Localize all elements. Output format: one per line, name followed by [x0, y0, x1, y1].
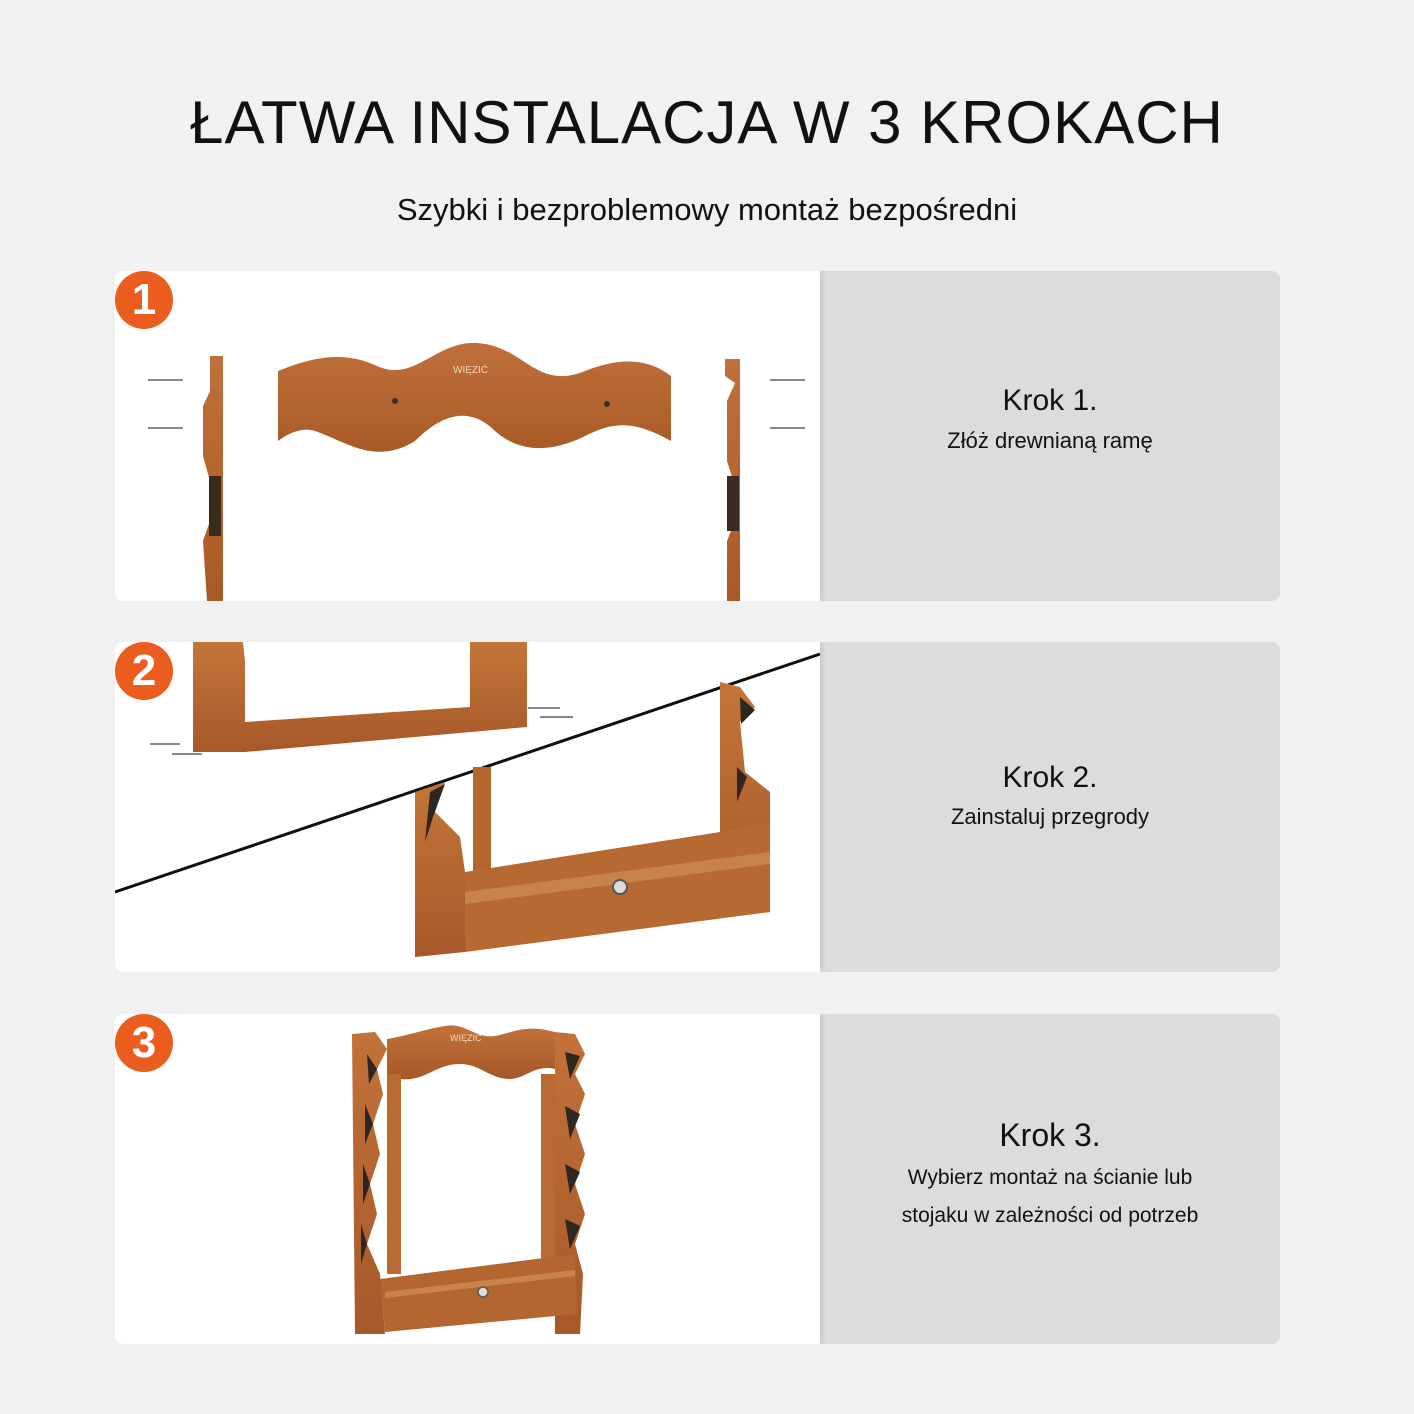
- page-title: ŁATWA INSTALACJA W 3 KROKACH: [190, 89, 1224, 156]
- step-3-text: [820, 1014, 1280, 1344]
- step-badge-3: 3: [115, 1014, 173, 1072]
- brand-mark: WIĘZIĆ: [450, 1033, 482, 1043]
- step-card-1: [115, 271, 1280, 601]
- shelf-assembly-illustration: [115, 642, 820, 972]
- step-heading: Krok 2.: [1002, 761, 1098, 794]
- top-wavy-board: [278, 343, 671, 452]
- step-heading: Krok 1.: [1002, 384, 1098, 417]
- step-description-line-2: stojaku w zależności od potrzeb: [901, 1204, 1199, 1227]
- upper-shelf-part: [193, 642, 527, 752]
- step-1-illustration: [115, 271, 820, 601]
- step-description-line-1: Wybierz montaż na ścianie lub: [907, 1166, 1193, 1189]
- step-2-text: [820, 642, 1280, 972]
- step-badge-1: 1: [115, 271, 173, 329]
- step-card-3: [115, 1014, 1280, 1344]
- step-heading: Krok 3.: [999, 1117, 1101, 1153]
- step-card-2: [115, 642, 1280, 972]
- lower-rack-left-side: [415, 782, 465, 957]
- step-3-illustration: [115, 1014, 820, 1344]
- step-description: Złóż drewnianą ramę: [947, 428, 1153, 453]
- brand-mark: WIĘZIĆ: [453, 365, 488, 376]
- step-2-illustration: [115, 642, 820, 972]
- inner-left-post: [387, 1074, 401, 1274]
- lock-icon: [478, 1287, 488, 1297]
- assembled-rack-illustration: [115, 1014, 820, 1344]
- lock-icon: [613, 880, 627, 894]
- page-subtitle: Szybki i bezproblemowy montaż bezpośredni: [396, 192, 1018, 227]
- step-description: Zainstaluj przegrody: [950, 804, 1150, 829]
- rack-parts-illustration: [115, 271, 820, 601]
- step-1-text: [820, 271, 1280, 601]
- step-badge-2: 2: [115, 642, 173, 700]
- inner-right-post: [541, 1074, 555, 1274]
